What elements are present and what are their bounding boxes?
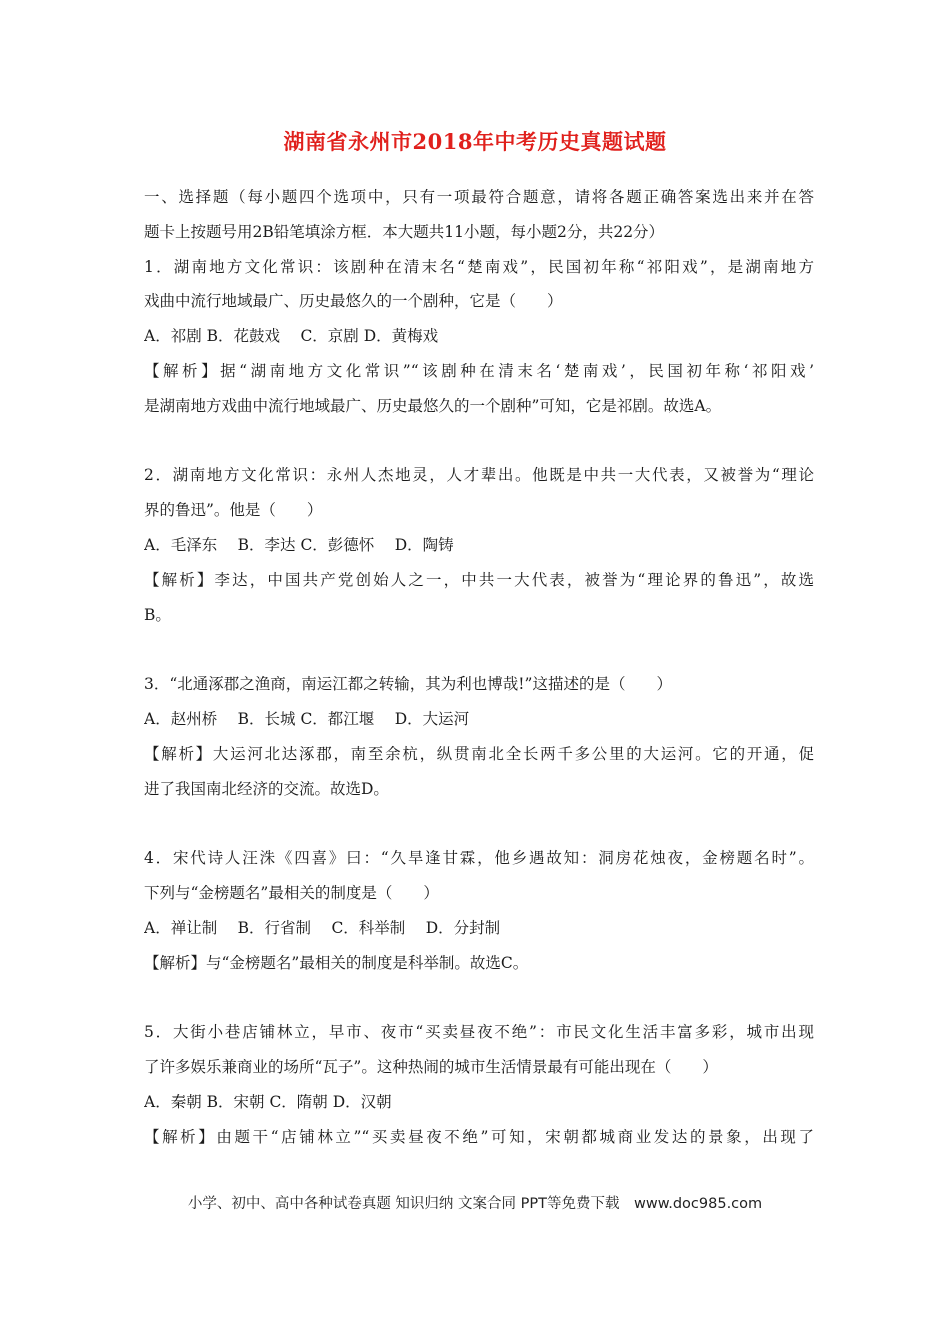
question-options: A．秦朝 B．宋朝 C．隋朝 D．汉朝: [144, 1092, 392, 1111]
question-stem-line-2: 了许多娱乐兼商业的场所“瓦子”。这种热闹的城市生活情景最有可能出现在（ ）: [144, 1057, 718, 1076]
question-options: A．赵州桥 B．长城 C．都江堰 D．大运河: [144, 709, 470, 728]
spacer: [144, 980, 814, 1015]
document-body: [144, 180, 814, 1154]
page-footer: 小学、初中、高中各种试卷真题 知识归纳 文案合同 PPT等免费下载 www.doc985.com: [187, 1196, 763, 1212]
spacer: [144, 424, 814, 459]
page-title: 湖南省永州市2018年中考历史真题试题: [283, 129, 667, 154]
question-3: [144, 667, 814, 806]
question-options: A．禅让制 B．行省制 C．科举制 D．分封制: [144, 918, 501, 937]
question-options: A．祁剧 B．花鼓戏 C．京剧 D．黄梅戏: [144, 327, 439, 346]
question-5: [144, 1015, 814, 1154]
analysis-line-2: 是湖南地方戏曲中流行地域最广、历史最悠久的一个剧种”可知，它是祁剧。故选A。: [144, 396, 722, 415]
analysis-line-1: 【解析】据“湖南地方文化常识”“该剧种在清末名‘楚南戏’，民国初年称‘祁阳戏’: [144, 361, 814, 380]
analysis-line-2: 进了我国南北经济的交流。故选D。: [144, 779, 389, 798]
analysis-line-1: 【解析】与“金榜题名”最相关的制度是科举制。故选C。: [144, 953, 529, 972]
spacer: [144, 806, 814, 841]
analysis-line-1: 【解析】李达，中国共产党创始人之一，中共一大代表，被誉为“理论界的鲁迅”，故选: [144, 570, 814, 589]
question-options: A．毛泽东 B．李达 C．彭德怀 D．陶铸: [144, 535, 454, 554]
question-2: [144, 458, 814, 632]
section-heading-line-2: 题卡上按题号用2B铅笔填涂方框．本大题共11小题，每小题2分，共22分）: [144, 222, 665, 241]
question-stem-line-2: 戏曲中流行地域最广、历史最悠久的一个剧种，它是（ ）: [144, 292, 563, 311]
analysis-line-2: B。: [144, 605, 171, 624]
spacer: [144, 632, 814, 667]
question-stem-line-2: 下列与“金榜题名”最相关的制度是（ ）: [144, 883, 439, 902]
question-stem-line-1: 4．宋代诗人汪洙《四喜》曰：“久旱逢甘霖，他乡遇故知：洞房花烛夜，金榜题名时”。: [144, 849, 814, 868]
question-stem-line-1: 1．湖南地方文化常识：该剧种在清末名“楚南戏”，民国初年称“祁阳戏”，是湖南地方: [144, 257, 814, 276]
question-stem-line-1: 3．“北通涿郡之渔商，南运江都之转输，其为利也博哉!”这描述的是（ ）: [144, 675, 672, 694]
section-heading-line-1: 一、选择题（每小题四个选项中，只有一项最符合题意，请将各题正确答案选出来并在答: [144, 188, 814, 206]
question-stem-line-1: 2．湖南地方文化常识：永州人杰地灵，人才辈出。他既是中共一大代表，又被誉为“理论: [144, 466, 814, 485]
question-stem-line-2: 界的鲁迅”。他是（ ）: [144, 501, 323, 520]
question-1: [144, 250, 814, 424]
analysis-line-1: 【解析】大运河北达涿郡，南至余杭，纵贯南北全长两千多公里的大运河。它的开通，促: [144, 744, 814, 763]
analysis-line-1: 【解析】由题干“店铺林立”“买卖昼夜不绝”可知，宋朝都城商业发达的景象，出现了: [144, 1127, 814, 1146]
question-stem-line-1: 5．大街小巷店铺林立，早市、夜市“买卖昼夜不绝”：市民文化生活丰富多彩，城市出现: [144, 1023, 814, 1042]
question-4: [144, 841, 814, 980]
